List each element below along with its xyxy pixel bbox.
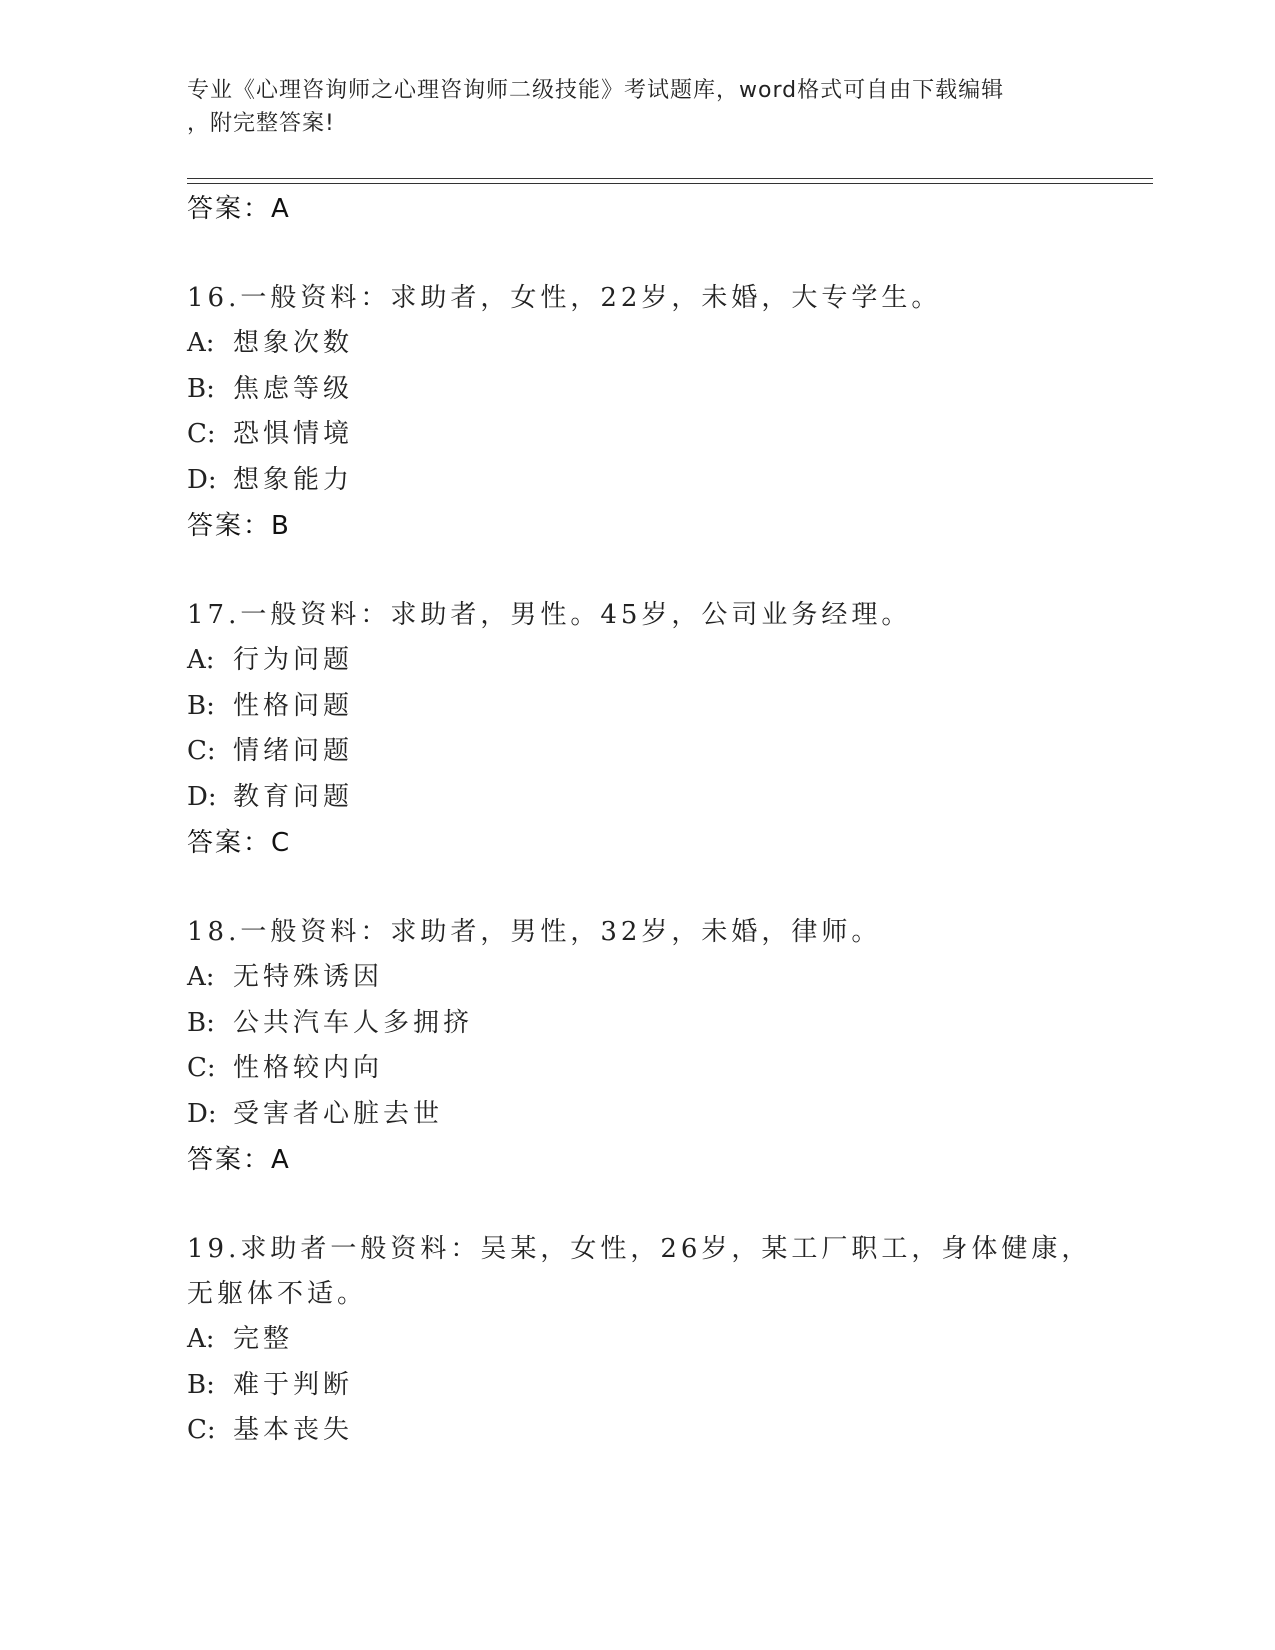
option-text: 想象能力	[233, 464, 354, 495]
option-letter: B:	[187, 1007, 215, 1038]
option-a	[187, 638, 1107, 684]
option-letter: C:	[187, 1053, 216, 1083]
header-line-2: ，附完整答案!	[187, 111, 335, 136]
option-letter: C:	[187, 1415, 216, 1445]
spacer	[187, 232, 1107, 276]
previous-answer: 答案：A	[187, 194, 291, 224]
option-d	[187, 775, 1107, 821]
option-text: 焦虑等级	[233, 373, 354, 404]
header-line-1: 专业《心理咨询师之心理咨询师二级技能》考试题库，word格式可自由下载编辑	[187, 78, 1005, 103]
question-text: 17.一般资料：求助者，男性。45岁，公司业务经理。	[187, 600, 912, 630]
question-text: 18.一般资料：求助者，男性，32岁，未婚，律师。	[187, 917, 882, 947]
option-text: 难于判断	[233, 1369, 354, 1400]
option-letter: A:	[187, 1324, 215, 1354]
option-d	[187, 458, 1107, 504]
option-c	[187, 1408, 1107, 1454]
option-letter: C:	[187, 736, 216, 766]
option-text: 想象次数	[233, 328, 354, 358]
document-header	[187, 74, 1087, 140]
option-text: 完整	[233, 1324, 294, 1354]
option-text: 行为问题	[233, 645, 354, 675]
answer-line: 答案：B	[187, 511, 291, 541]
option-c	[187, 412, 1107, 458]
option-letter: D:	[187, 464, 217, 495]
spacer	[187, 549, 1107, 593]
question-text: 19.求助者一般资料：吴某，女性，26岁，某工厂职工，身体健康，无躯体不适。	[187, 1234, 1092, 1309]
option-c	[187, 1046, 1107, 1092]
option-letter: D:	[187, 1098, 217, 1129]
option-a	[187, 321, 1107, 367]
option-letter: B:	[187, 373, 215, 404]
spacer	[187, 866, 1107, 910]
option-text: 恐惧情境	[233, 419, 354, 449]
option-a	[187, 1317, 1107, 1363]
option-letter: C:	[187, 419, 216, 449]
header-divider-bottom	[187, 183, 1153, 184]
option-letter: A:	[187, 328, 215, 358]
option-b	[187, 1001, 1107, 1047]
option-d	[187, 1092, 1107, 1138]
spacer	[187, 1183, 1107, 1227]
option-letter: A:	[187, 962, 215, 992]
option-text: 公共汽车人多拥挤	[233, 1007, 474, 1038]
question-block-16	[187, 276, 1107, 549]
option-text: 无特殊诱因	[233, 962, 384, 992]
option-letter: B:	[187, 1369, 215, 1400]
option-c	[187, 729, 1107, 775]
option-text: 教育问题	[233, 781, 354, 812]
option-text: 受害者心脏去世	[233, 1098, 444, 1129]
option-b	[187, 367, 1107, 413]
option-text: 情绪问题	[233, 736, 354, 766]
option-text: 性格较内向	[233, 1053, 384, 1083]
option-text: 性格问题	[233, 690, 354, 721]
option-letter: D:	[187, 781, 217, 812]
header-divider-top	[187, 178, 1153, 179]
question-block-17	[187, 593, 1107, 866]
option-letter: B:	[187, 690, 215, 721]
question-block-19	[187, 1227, 1107, 1454]
answer-line: 答案：A	[187, 1145, 291, 1175]
option-letter: A:	[187, 645, 215, 675]
document-body	[187, 186, 1107, 1454]
answer-line: 答案：C	[187, 828, 292, 858]
option-a	[187, 955, 1107, 1001]
option-b	[187, 684, 1107, 730]
question-block-18	[187, 910, 1107, 1183]
option-b	[187, 1363, 1107, 1409]
question-text: 16.一般资料：求助者，女性，22岁，未婚，大专学生。	[187, 283, 942, 313]
option-text: 基本丧失	[233, 1415, 354, 1445]
